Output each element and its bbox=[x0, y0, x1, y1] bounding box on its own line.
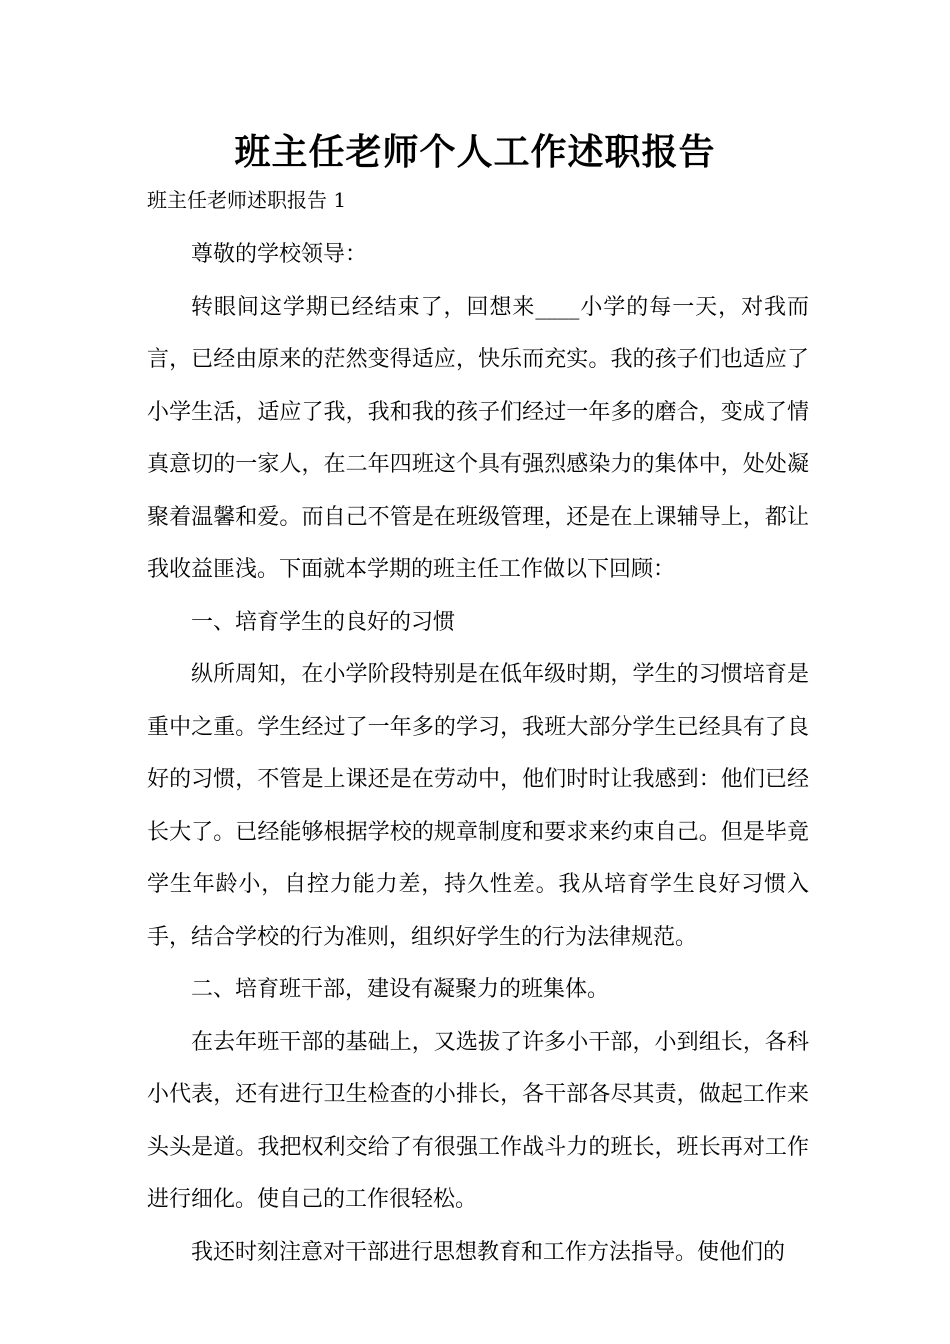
section-heading: 二、培育班干部，建设有凝聚力的班集体。 bbox=[191, 977, 610, 1002]
body-paragraph: 我还时刻注意对干部进行思想教育和工作方法指导。使他们的 bbox=[191, 1239, 786, 1265]
body-paragraph: 在去年班干部的基础上，又选拔了许多小干部，小到组长，各科小代表，还有进行卫生检查的小排长，各干部各尽其责，做起工作来头头是道。我把权利交给了有很强工作战斗力的班长，班长再对工作进行细化。使自己的工作很轻松。 bbox=[147, 1029, 809, 1212]
body-paragraph: 转眼间这学期已经结束了，回想来____小学的每一天，对我而言，已经由原来的茫然变得适应，快乐而充实。我的孩子们也适应了小学生活，适应了我，我和我的孩子们经过一年多的磨合，变成了情真意切的一家人，在二年四班这个具有强烈感染力的集体中，处处凝聚着温馨和爱。而自己不管是在班级管理，还是在上课辅导上，都让我收益匪浅。下面就本学期的班主任工作做以下回顾： bbox=[147, 294, 809, 582]
document-title: 班主任老师个人工作述职报告 bbox=[234, 131, 716, 173]
document-body bbox=[147, 229, 809, 1279]
section-heading: 一、培育学生的良好的习惯 bbox=[191, 609, 456, 635]
body-paragraph: 纵所周知，在小学阶段特别是在低年级时期，学生的习惯培育是重中之重。学生经过了一年多的学习，我班大部分学生已经具有了良好的习惯，不管是上课还是在劳动中，他们时时让我感到：他们已经长大了。已经能够根据学校的规章制度和要求来约束自己。但是毕竟学生年龄小，自控力能力差，持久性差。我从培育学生良好习惯入手，结合学校的行为准则，组织好学生的行为法律规范。 bbox=[147, 662, 809, 950]
greeting-paragraph: 尊敬的学校领导： bbox=[191, 242, 368, 267]
document-subtitle: 班主任老师述职报告 1 bbox=[147, 188, 347, 212]
